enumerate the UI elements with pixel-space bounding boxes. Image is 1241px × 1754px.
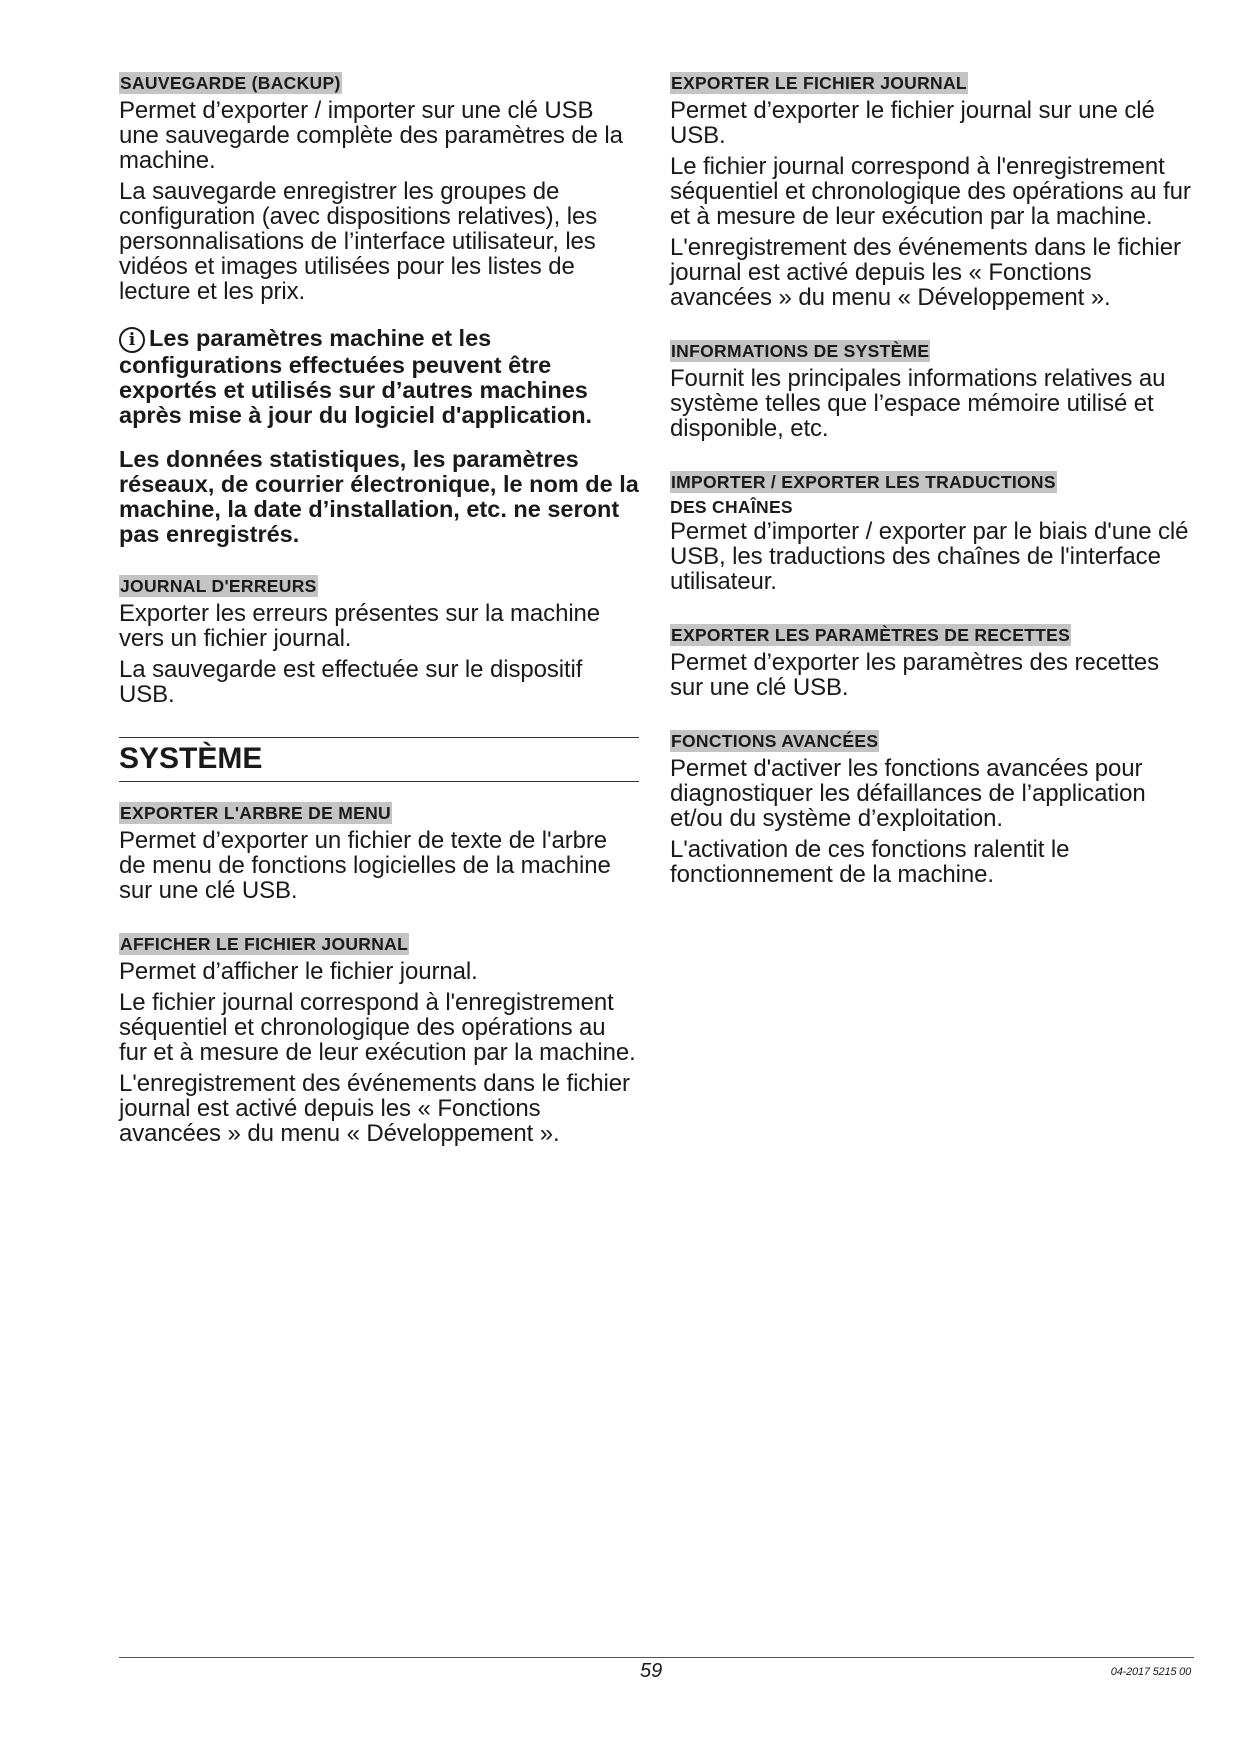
document-code: 04-2017 5215 00 xyxy=(1110,1666,1191,1678)
paragraph: Permet d'activer les fonctions avancées pour diagnostiquer les défaillances de l’application et/ou du système d’exploitation. xyxy=(670,755,1146,832)
paragraph: L'activation de ces fonctions ralentit le fonctionnement de la machine. xyxy=(670,836,1070,888)
section-advanced-functions xyxy=(670,730,1194,887)
footer-divider xyxy=(119,1657,1194,1658)
left-column xyxy=(119,72,639,1176)
paragraph: Permet d’exporter un fichier de texte de l'arbre de menu de fonctions logicielles de la machine sur une clé USB. xyxy=(119,827,611,904)
paragraph: La sauvegarde enregistrer les groupes de configuration (avec dispositions relatives), les personnalisations de l’interface utilisateur, les vidéos et images utilisées pour les listes de lecture et les prix. xyxy=(119,178,598,305)
paragraph: Permet d’afficher le fichier journal. xyxy=(119,958,478,985)
info-icon: i xyxy=(119,327,145,353)
right-column xyxy=(670,72,1194,917)
paragraph: Permet d’exporter le fichier journal sur une clé USB. xyxy=(670,97,1155,149)
paragraph: Exporter les erreurs présentes sur la machine vers un fichier journal. xyxy=(119,600,601,652)
section-heading: FONCTIONS AVANCÉES xyxy=(671,731,879,751)
section-heading: IMPORTER / EXPORTER LES TRADUCTIONS xyxy=(671,472,1056,492)
section-heading: SAUVEGARDE (BACKUP) xyxy=(120,73,341,93)
section-error-log xyxy=(119,575,639,707)
note-paragraph xyxy=(119,326,639,428)
section-subheading: DES CHAÎNES xyxy=(670,497,793,517)
note-text: Les paramètres machine et les configurations effectuées peuvent être exportés et utilisés sur d’autres machines après mise à jour du logiciel d'application. xyxy=(119,325,593,428)
system-title-block xyxy=(119,737,639,782)
paragraph: Permet d’importer / exporter par le biais d'une clé USB, les traductions des chaînes de l'interface utilisateur. xyxy=(670,518,1189,595)
section-export-recipes xyxy=(670,624,1194,700)
section-backup xyxy=(119,72,639,547)
paragraph: La sauvegarde est effectuée sur le dispositif USB. xyxy=(119,656,583,708)
section-heading: AFFICHER LE FICHIER JOURNAL xyxy=(120,934,409,954)
section-heading: EXPORTER L'ARBRE DE MENU xyxy=(120,803,391,823)
section-export-menu-tree xyxy=(119,802,639,903)
paragraph: Le fichier journal correspond à l'enregistrement séquentiel et chronologique des opérations au fur et à mesure de leur exécution par la machine. xyxy=(119,989,636,1066)
section-system-info xyxy=(670,340,1194,441)
paragraph: Le fichier journal correspond à l'enregistrement séquentiel et chronologique des opérations au fur et à mesure de leur exécution par la machine. xyxy=(670,153,1191,230)
paragraph: Fournit les principales informations relatives au système telles que l’espace mémoire utilisé et disponible, etc. xyxy=(670,365,1166,442)
page-section-title: SYSTÈME xyxy=(119,742,263,775)
section-translations xyxy=(670,471,1194,594)
section-export-log xyxy=(670,72,1194,310)
paragraph: Permet d’exporter / importer sur une clé USB une sauvegarde complète des paramètres de la machine. xyxy=(119,97,623,174)
paragraph: Permet d’exporter les paramètres des recettes sur une clé USB. xyxy=(670,649,1160,701)
section-heading: EXPORTER LES PARAMÈTRES DE RECETTES xyxy=(671,625,1071,645)
section-show-log xyxy=(119,933,639,1146)
paragraph: L'enregistrement des événements dans le fichier journal est activé depuis les « Fonctions avancées » du menu « Développement ». xyxy=(670,234,1181,311)
section-heading: INFORMATIONS DE SYSTÈME xyxy=(671,341,930,361)
paragraph: L'enregistrement des événements dans le fichier journal est activé depuis les « Fonctions avancées » du menu « Développement ». xyxy=(119,1070,630,1147)
section-heading: JOURNAL D'ERREURS xyxy=(120,576,317,596)
section-heading: EXPORTER LE FICHIER JOURNAL xyxy=(671,73,967,93)
note-paragraph: Les données statistiques, les paramètres réseaux, de courrier électronique, le nom de la machine, la date d’installation, etc. ne seront pas enregistrés. xyxy=(119,446,639,547)
page-number: 59 xyxy=(640,1660,663,1682)
